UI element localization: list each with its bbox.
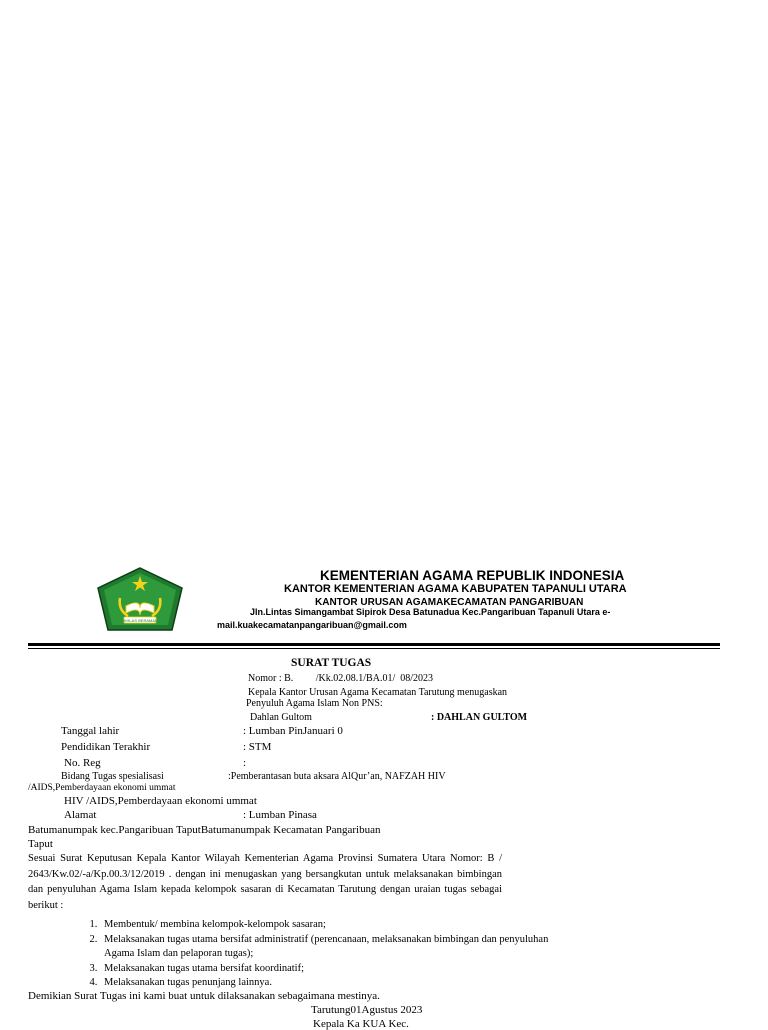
intro-line-1: Kepala Kantor Urusan Agama Kecamatan Tarutung menugaskan [248,687,508,698]
reg-value: : [243,757,247,769]
address-label: Alamat [64,809,97,821]
letterhead-ministry: KEMENTERIAN AGAMA REPUBLIK INDONESIA [320,568,625,583]
letterhead-address: Jln.Lintas Simangambat Sipirok Desa Batunadua Kec.Pangaribuan Tapanuli Utara e- [250,607,611,617]
place-date: Tarutung01Agustus 2023 [311,1004,423,1016]
education-value: : STM [243,741,272,753]
list-item: 1. Membentuk/ membina kelompok-kelompok sasaran; [100,918,570,933]
letter-title: SURAT TUGAS [291,657,372,669]
letter-number: Nomor : B. /Kk.02.08.1/BA.01/ 08/2023 [248,673,434,684]
signer-title: Kepala Ka KUA Kec. [313,1018,409,1030]
task-list [64,918,570,991]
logo-ribbon-text: IKHLAS BERAMAL [122,617,158,623]
reg-label: No. Reg [64,757,101,769]
name-label: Dahlan Gultom [250,712,312,723]
kemenag-logo [94,566,186,634]
header-rule-thin [28,648,720,649]
field-value: :Pemberantasan buta aksara AlQur’an, NAFZAH HIV [228,771,446,782]
field-label: Bidang Tugas spesialisasi [61,771,164,782]
address-continuation: Batumanumpak kec.Pangaribuan TaputBatumanumpak Kecamatan Pangaribuan [28,824,381,836]
letterhead-kua: KANTOR URUSAN AGAMAKECAMATAN PANGARIBUAN [315,597,584,608]
intro-line-2: Penyuluh Agama Islam Non PNS: [246,698,383,709]
list-item: 2. Melaksanakan tugas utama bersifat administratif (perencanaan, melaksanakan bimbingan dan penyuluhan Agama Islam dan pelaporan tugas); [100,933,570,962]
body-paragraph: Sesuai Surat Keputusan Kepala Kantor Wilayah Kementerian Agama Provinsi Sumatera Utara Nomor: B / 2643/Kw.02/-a/Kp.00.3/12/2019 . dengan ini menugaskan yang bersangkutan untuk melaksanakan bimbingan dan penyuluhan Agama Islam kepada kelompok sasaran di Kecamatan Tarutung dengan uraian tugas sebagai berikut : [28,853,502,911]
letterhead-email: mail.kuakecamatanpangaribuan@gmail.com [217,620,407,630]
birth-value: : Lumban PinJanuari 0 [243,725,343,737]
letterhead-office: KANTOR KEMENTERIAN AGAMA KABUPATEN TAPANULI UTARA [284,583,627,595]
education-label: Pendidikan Terakhir [61,741,151,753]
header-rule-thick [28,643,720,646]
address-value: : Lumban Pinasa [243,809,317,821]
name-value: : DAHLAN GULTOM [431,712,528,723]
field-continuation-2: HIV /AIDS,Pemberdayaan ekonomi ummat [64,795,257,807]
birth-label: Tanggal lahir [61,725,120,737]
closing-text: Demikian Surat Tugas ini kami buat untuk dilaksanakan sebagaimana mestinya. [28,990,380,1002]
address-continuation-2: Taput [28,838,53,850]
list-item: 4. Melaksanakan tugas penunjang lainnya. [100,976,570,991]
field-continuation: /AIDS,Pemberdayaan ekonomi ummat [28,783,176,793]
list-item: 3. Melaksanakan tugas utama bersifat koordinatif; [100,962,570,977]
